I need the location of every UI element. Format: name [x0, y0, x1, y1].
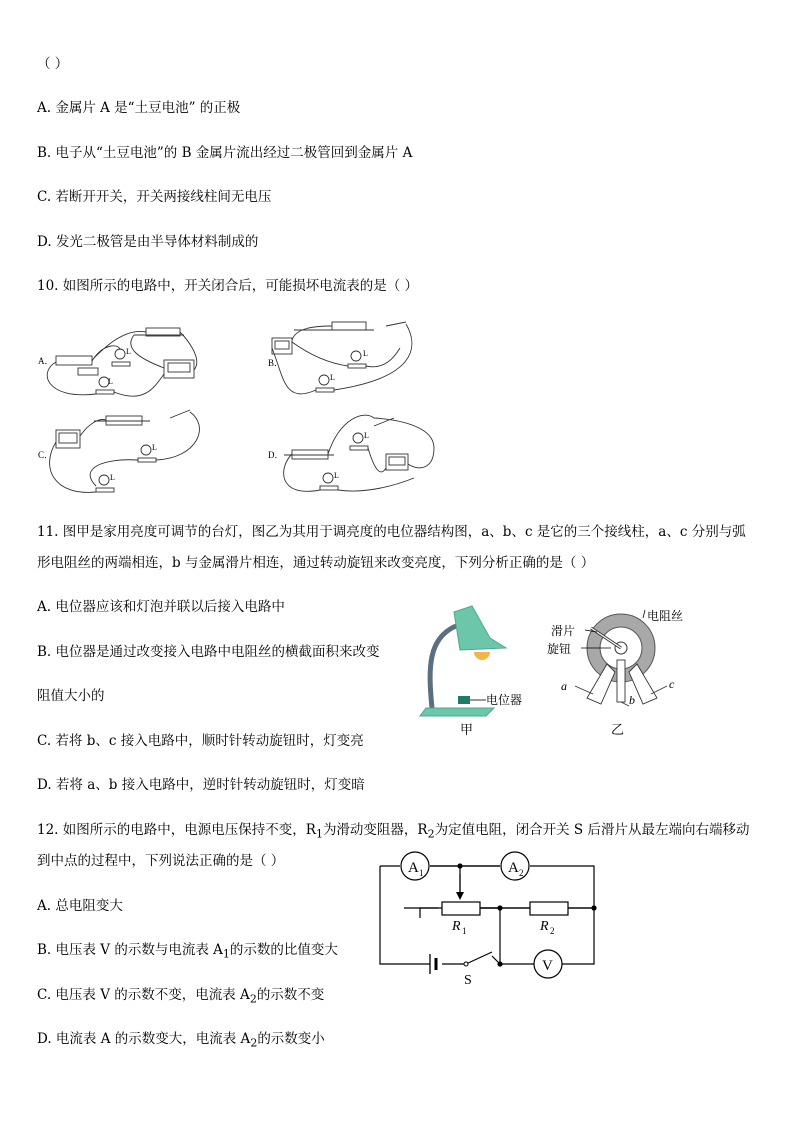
q9-option-d: D. 发光二极管是由半导体材料制成的: [37, 234, 259, 250]
q12-option-d: [37, 1030, 325, 1053]
q12-option-d-text: D. 电流表 A 的示数变大，电流表 A: [37, 1031, 251, 1047]
q10-label-d: D．: [268, 450, 284, 460]
q12-stem-sub1: 1: [315, 827, 323, 841]
q11-stem-line1: 11. 图甲是家用亮度可调节的台灯，图乙为其用于调亮度的电位器结构图，a、b、c 是它的三个接线柱，a、c 分别与弧: [37, 524, 746, 540]
q11-stem-line2: 形电阻丝的两端相连，b 与金属滑片相连，通过转动旋钮来改变亮度，下列分析正确的是（ ）: [37, 555, 595, 571]
q11-resistance-wire-label: 电阻丝: [647, 609, 684, 623]
q12-switch-label: S: [464, 973, 472, 988]
q12-stem-part3: 为定值电阻，闭合开关 S 后滑片从最左端向右端移动: [434, 822, 750, 838]
q9-option-c: C. 若断开开关，开关两接线柱间无电压: [37, 189, 272, 205]
q10-b-l2: L: [330, 373, 335, 382]
q11-option-a: A. 电位器应该和灯泡并联以后接入电路中: [37, 599, 285, 615]
q10-label-a: A．: [38, 356, 54, 366]
q12-circuit-diagram: [374, 848, 606, 988]
q12-a2-sub: 2: [519, 868, 524, 878]
q12-option-c: [37, 986, 324, 1009]
potentiometer-knob: [458, 696, 470, 704]
q11-slider-label: 滑片: [551, 624, 576, 638]
q11-jia-label: 甲: [460, 722, 474, 737]
q12-option-d-text2: 的示数变小: [257, 1031, 325, 1047]
q12-option-a-text: A. 总电阻变大: [37, 898, 123, 914]
q11-yi-label: 乙: [611, 722, 625, 737]
q12-option-b-text2: 的示数的比值变大: [229, 942, 338, 958]
q12-stem-sub2: 2: [427, 827, 435, 841]
q12-r1-sub: 1: [462, 926, 467, 936]
q12-a1-letter: A: [408, 860, 419, 876]
q12-option-a: [37, 897, 123, 915]
q10-c-l1: L: [152, 443, 157, 452]
q11-potentiometer-figure: [545, 600, 705, 745]
q12-option-b-text: B. 电压表 V 的示数与电流表 A: [37, 942, 223, 958]
q10-a-l1: L: [126, 347, 131, 356]
q11-lamp-figure: [414, 598, 544, 743]
q12-stem-line1: [37, 821, 749, 844]
q12-option-b-sub: 1: [222, 947, 230, 961]
q11-terminal-c: c: [669, 677, 675, 691]
q11-option-d: D. 若将 a、b 接入电路中，逆时针转动旋钮时，灯变暗: [37, 777, 365, 793]
r2-resistor: [530, 902, 568, 915]
q10-a-l2: L: [108, 377, 113, 386]
q11-knob-label: 旋钮: [547, 642, 572, 656]
q12-option-d-sub: 2: [250, 1036, 258, 1050]
q9-answer-blank: （ ）: [37, 56, 69, 72]
q12-option-c-text: C. 电压表 V 的示数不变，电流表 A: [37, 987, 250, 1003]
lamp-shade: [454, 606, 506, 650]
q10-d-l1: L: [364, 431, 369, 440]
q10-b-l1: L: [363, 349, 368, 358]
q12-v-letter: V: [542, 958, 553, 974]
q12-option-c-sub: 2: [249, 992, 257, 1006]
q11-potentiometer-label: 电位器: [486, 693, 523, 707]
q12-r1-letter: R: [452, 919, 461, 934]
q12-option-c-text2: 的示数不变: [256, 987, 325, 1003]
lamp-base: [420, 708, 494, 716]
q10-label-c: C．: [38, 450, 54, 460]
q11-option-b: B. 电位器是通过改变接入电路中电阻丝的横截面积来改变: [37, 644, 380, 660]
q12-stem-line2: 到中点的过程中，下列说法正确的是（ ）: [37, 853, 285, 869]
q9-option-a: A. 金属片 A 是“土豆电池” 的正极: [37, 100, 241, 116]
q12-stem-part2: 为滑动变阻器，R: [322, 822, 428, 838]
q12-r2-letter: R: [540, 919, 549, 934]
q10-label-b: B．: [268, 358, 284, 368]
q10-stem: 10. 如图所示的电路中，开关闭合后，可能损坏电流表的是（ ）: [37, 278, 419, 294]
q12-r2-sub: 2: [550, 926, 555, 936]
q12-a2-letter: A: [508, 860, 519, 876]
r1-resistor: [442, 902, 480, 915]
q10-c-l2: L: [110, 473, 115, 482]
q11-terminal-b: b: [629, 693, 635, 707]
q9-option-b: B. 电子从“土豆电池”的 B 金属片流出经过二极管回到金属片 A: [37, 145, 413, 161]
q11-terminal-a: a: [561, 679, 567, 693]
q12-option-b: [37, 941, 338, 964]
q12-stem-part1: 12. 如图所示的电路中，电源电压保持不变，R: [37, 822, 316, 838]
q10-circuit-figures: [34, 318, 444, 504]
q11-option-c: C. 若将 b、c 接入电路中，顺时针转动旋钮时，灯变亮: [37, 733, 364, 749]
q10-d-l2: L: [334, 471, 339, 480]
lamp-bulb: [474, 652, 490, 660]
q12-a1-sub: 1: [419, 868, 424, 878]
q11-option-b-cont: 阻值大小的: [37, 688, 105, 704]
